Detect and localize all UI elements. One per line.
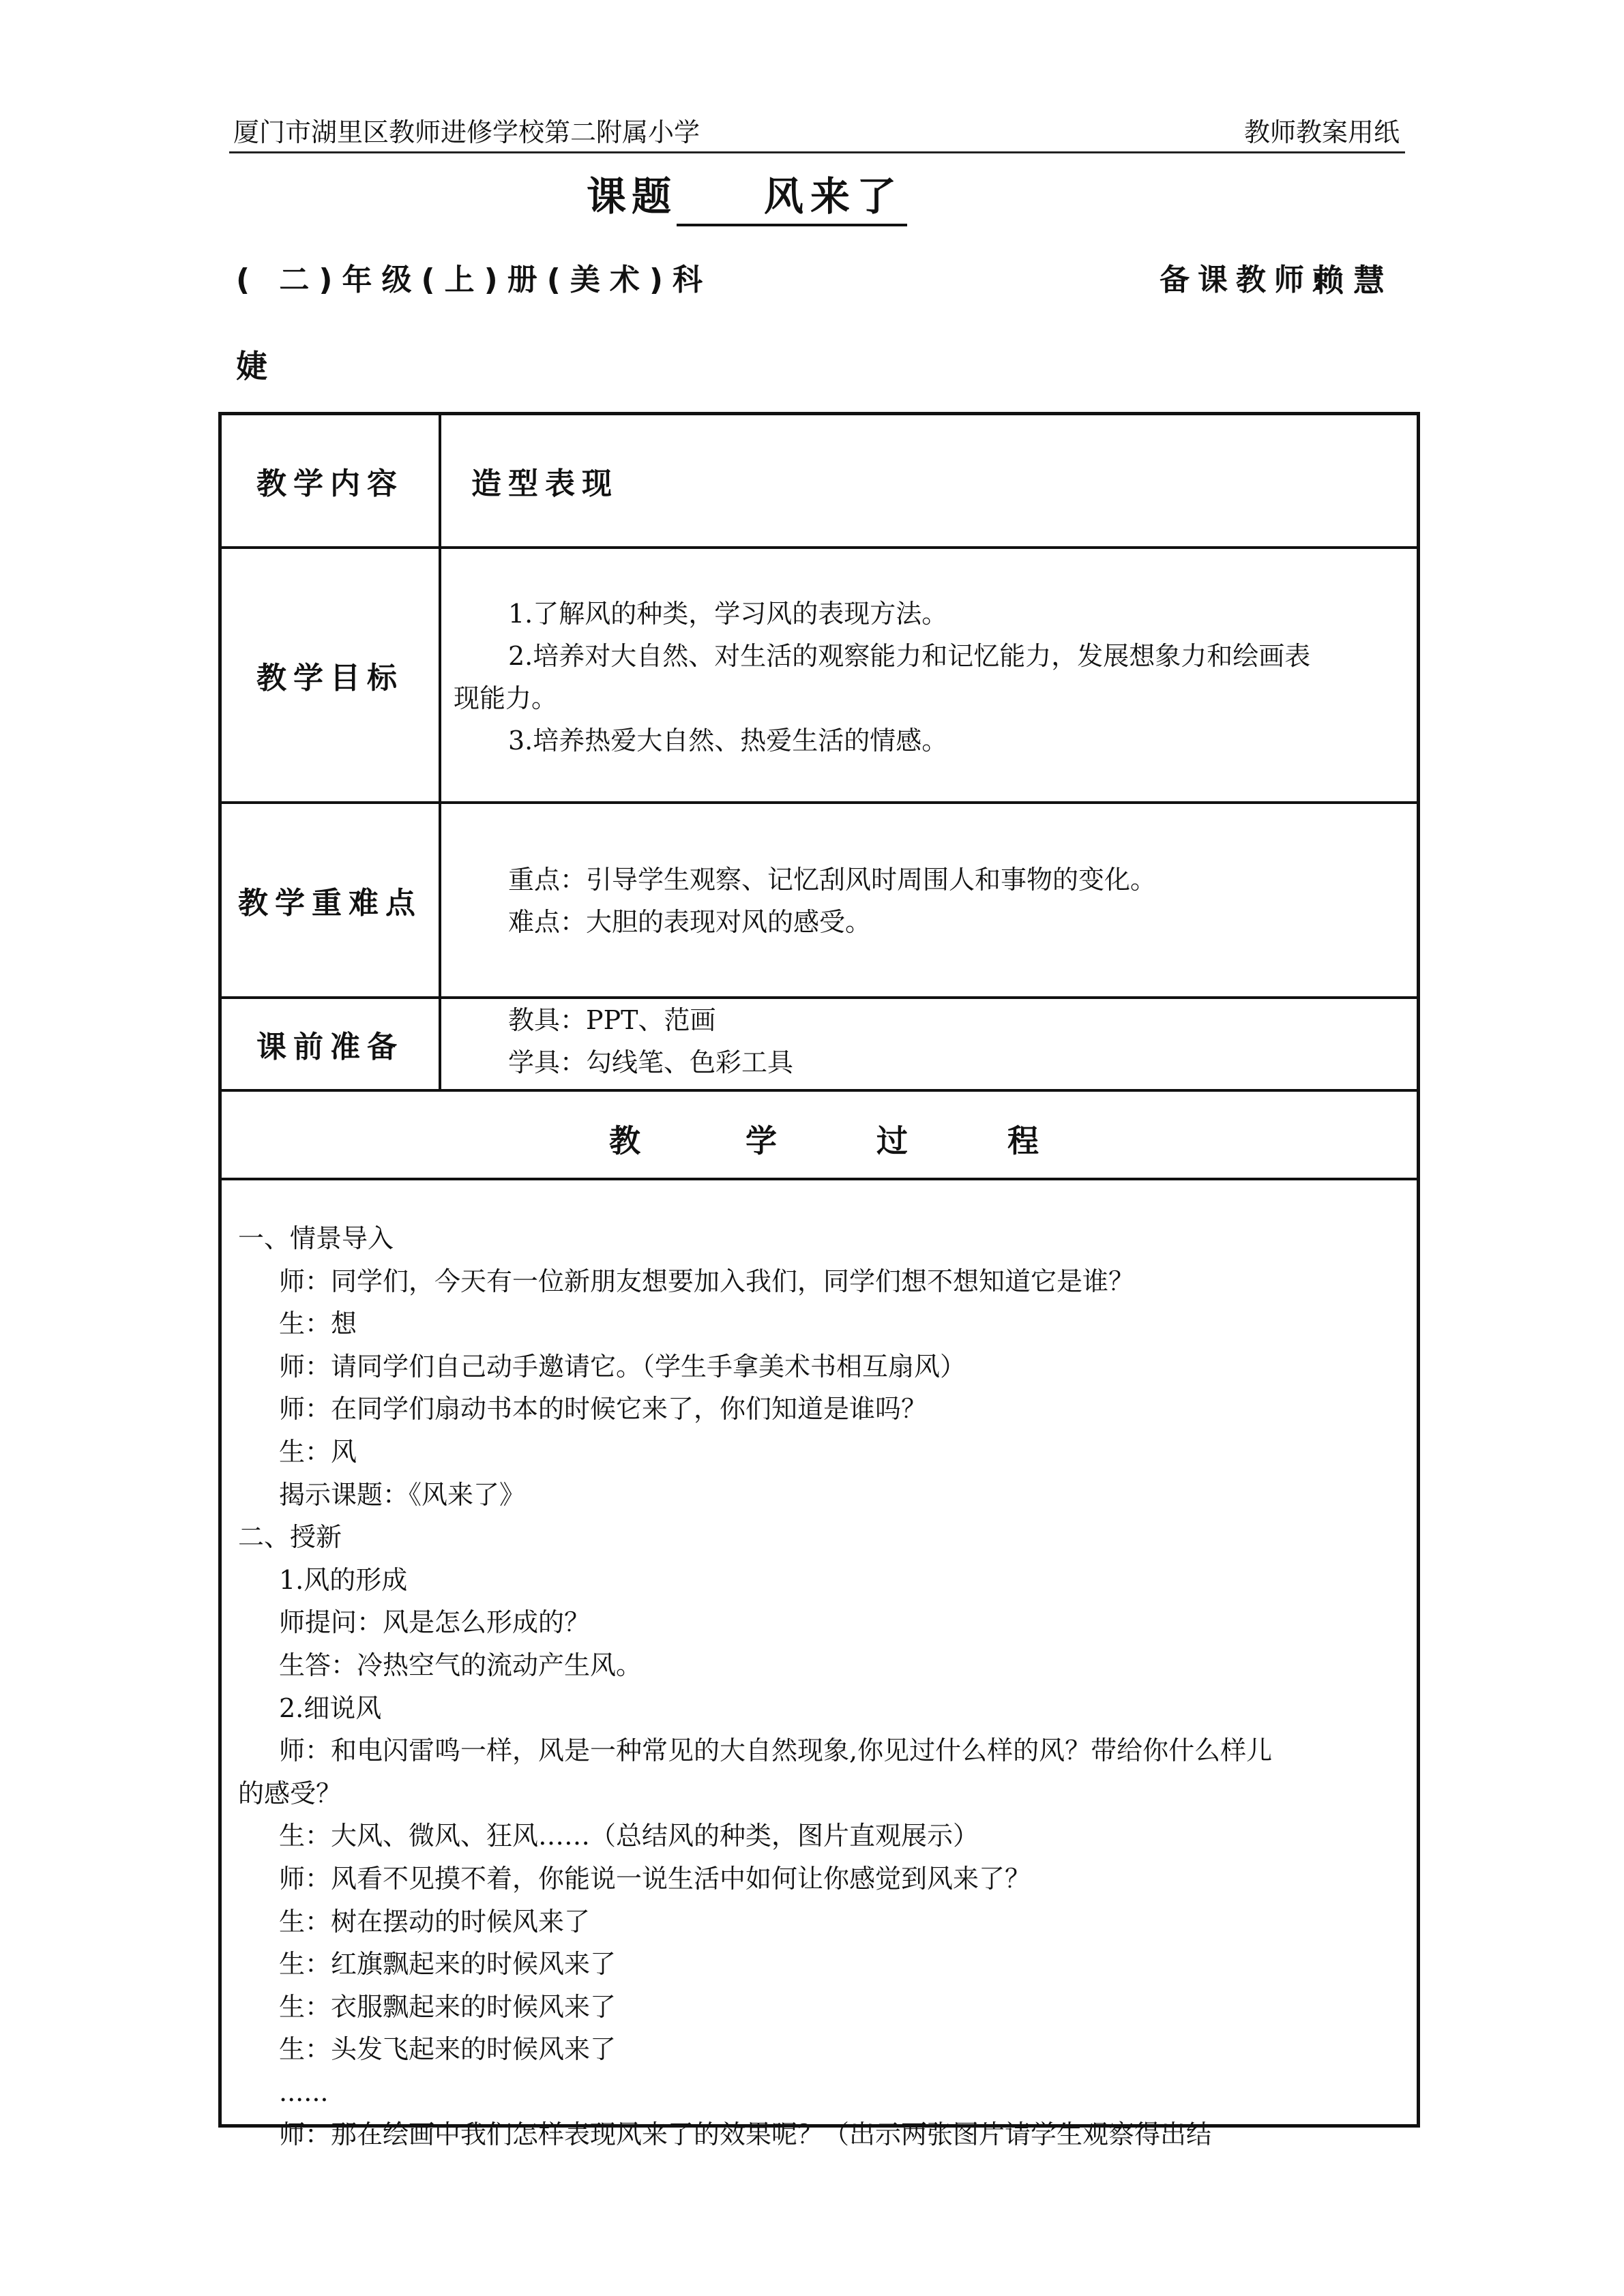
process-line: 师：和电闪雷鸣一样，风是一种常见的大自然现象,你见过什么样的风？带给你什么样儿 [279, 1735, 1273, 1766]
objective-line: 1.了解风的种类，学习风的表现方法。 [508, 599, 948, 629]
process-line: 生：红旗飘起来的时候风来了 [279, 1949, 617, 1980]
process-title-char: 学 [745, 1122, 777, 1159]
grade-subject-line: ( 二)年级(上)册(美术)科 [236, 263, 712, 297]
process-line: 师提问：风是怎么形成的？ [279, 1607, 591, 1638]
title-label: 课题 [587, 173, 677, 220]
page-header [229, 113, 1405, 153]
process-line: 2.细说风 [279, 1693, 382, 1723]
lesson-topic: 风来了 [677, 169, 907, 226]
objectives-label: 教学目标 [256, 661, 404, 696]
lesson-title [587, 169, 907, 224]
process-line: 的感受？ [238, 1778, 342, 1808]
process-line: ...... [279, 2076, 329, 2107]
process-line: 生答：冷热空气的流动产生风。 [279, 1650, 643, 1680]
process-line: 师：在同学们扇动书本的时候它来了，你们知道是谁吗？ [279, 1394, 928, 1425]
key-points-text [508, 859, 1395, 943]
key-point-line: 重点：引导学生观察、记忆刮风时周围人和事物的变化。 [508, 865, 1157, 895]
school-name: 厦门市湖里区教师进修学校第二附属小学 [233, 117, 700, 147]
process-line: 揭示课题：《风来了》 [279, 1479, 526, 1510]
document-type: 教师教案用纸 [1243, 117, 1400, 147]
process-line: 二、授新 [238, 1522, 342, 1553]
process-line: 一、情景导入 [238, 1223, 394, 1253]
process-line: 生：树在摆动的时候风来了 [279, 1906, 591, 1937]
objectives-text [454, 593, 1408, 762]
teacher-name-continued: 婕 [236, 348, 267, 385]
process-line: 生：头发飞起来的时候风来了 [279, 2034, 617, 2065]
process-body [238, 1217, 1398, 2156]
process-line: 师：请同学们自己动手邀请它。（学生手拿美术书相互扇风） [279, 1351, 966, 1382]
process-title-char: 程 [1007, 1122, 1039, 1159]
row-divider [222, 1089, 1417, 1092]
teacher-name: 赖慧 [1312, 262, 1394, 299]
content-label: 教学内容 [256, 466, 404, 501]
process-line: 师：那在绘画中我们怎样表现风来了的效果呢？（出示两张图片请学生观察得出结 [279, 2119, 1213, 2150]
process-line: 生：想 [279, 1309, 357, 1339]
process-line: 1.风的形成 [279, 1564, 408, 1595]
process-title-char: 教 [609, 1122, 640, 1159]
preparation-text [508, 999, 1395, 1084]
process-line: 生：衣服飘起来的时候风来了 [279, 1991, 617, 2022]
preparation-label: 课前准备 [256, 1030, 404, 1064]
process-line: 生：大风、微风、狂风……（总结风的种类，图片直观展示） [279, 1821, 979, 1851]
process-title [222, 1101, 1417, 1180]
teacher-label: 备课教师: [1160, 263, 1333, 297]
objective-line: 2.培养对大自然、对生活的观察能力和记忆能力，发展想象力和绘画表 [508, 641, 1311, 671]
process-line: 师：同学们，今天有一位新朋友想要加入我们，同学们想不想知道它是谁？ [279, 1266, 1135, 1296]
process-line: 生：风 [279, 1436, 357, 1467]
column-divider [439, 415, 441, 1089]
preparation-line: 学具：勾线笔、色彩工具 [508, 1047, 794, 1077]
objective-line: 现能力。 [454, 683, 558, 713]
key-points-label: 教学重难点 [238, 886, 422, 921]
process-line: 师：风看不见摸不着，你能说一说生活中如何让你感觉到风来了？ [279, 1863, 1031, 1894]
lesson-plan-table [218, 412, 1420, 2150]
preparation-line: 教具：PPT、范画 [508, 1005, 716, 1035]
process-title-char: 过 [876, 1122, 908, 1159]
key-point-line: 难点：大胆的表现对风的感受。 [508, 907, 872, 937]
objective-line: 3.培养热爱大自然、热爱生活的情感。 [508, 726, 948, 756]
content-value: 造型表现 [471, 466, 619, 501]
